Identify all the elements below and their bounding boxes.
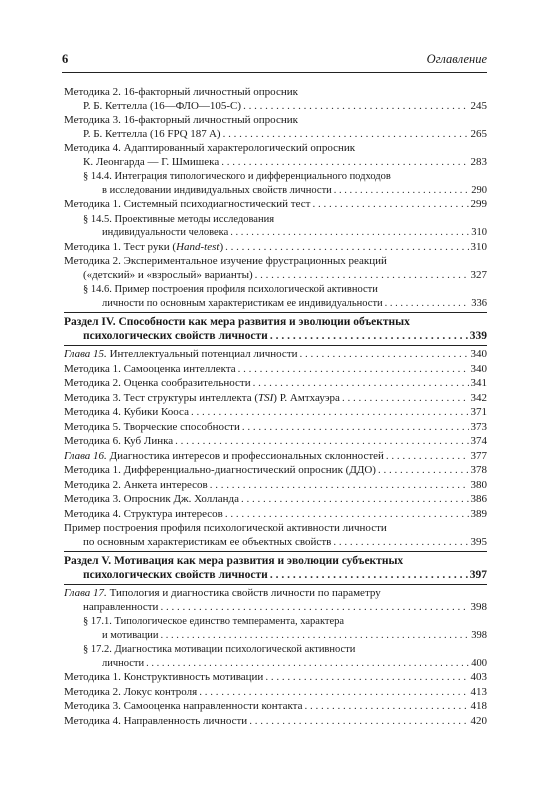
toc-entry-text: Методика 1. Конструктивность мотивации: [64, 671, 264, 683]
dot-leader: [385, 297, 470, 311]
toc-entry-text: Методика 2. Оценка сообразительности: [64, 377, 251, 389]
toc-entry: [64, 686, 487, 700]
dot-leader: [243, 100, 468, 114]
dot-leader: [333, 536, 468, 550]
header-rule: [62, 72, 487, 73]
toc-entry-text: Р. Б. Кеттелла (16 FPQ 187 A): [83, 127, 221, 140]
dot-leader: [378, 464, 469, 478]
toc-entry-text: Методика 2. Локус контроля: [64, 685, 198, 698]
toc-page-number: 336: [471, 297, 487, 309]
toc-entry-text: Методика 3. 16-факторный личностный опросник: [64, 114, 298, 126]
toc-entry: [64, 643, 487, 670]
toc-entry: [64, 615, 487, 642]
toc-entry: [64, 522, 487, 549]
toc-entry: [64, 170, 487, 197]
toc-entry: [64, 241, 487, 255]
dot-leader: [146, 657, 469, 671]
toc-entry-text: («детский» и «взрослый» варианты): [83, 268, 253, 281]
toc-entry-text: § 14.5. Проективные методы исследования: [83, 213, 275, 225]
dot-leader: [249, 715, 468, 729]
page-number: 6: [62, 52, 69, 66]
toc-page-number: 310: [470, 240, 487, 253]
dot-leader: [342, 392, 469, 406]
toc-page-number: 340: [470, 348, 487, 360]
toc-entry-text: Пример построения профиля психологической активности личности: [64, 522, 387, 534]
toc-entry-text: § 14.6. Пример построения профиля психологической активности: [83, 284, 378, 295]
dot-leader: [270, 568, 468, 582]
toc-entry: [64, 587, 487, 614]
toc-entry-text: § 14.4. Интеграция типологического и дифференциального подходов: [83, 171, 391, 182]
toc-page-number: 327: [470, 268, 487, 281]
toc-entry: [64, 198, 487, 212]
toc-page-number: 400: [471, 657, 487, 669]
toc-entry: [64, 700, 487, 714]
toc-entry-text: Методика 6. Куб Линка: [64, 435, 174, 447]
dot-leader: [221, 156, 468, 170]
toc-entry: [64, 493, 487, 507]
dot-leader: [253, 377, 469, 391]
toc-entry-text: Методика 2. 16-факторный личностный опросник: [64, 86, 298, 98]
toc-entry-text: в исследовании индивидуальных свойств личности: [102, 184, 332, 196]
toc-entry: [64, 348, 487, 362]
toc-entry: [64, 435, 487, 449]
dot-leader: [241, 493, 469, 507]
toc-entry-text: Методика 2. Анкета интересов: [64, 478, 208, 491]
toc-entry-text: Методика 1. Системный психодиагностический тест: [64, 198, 311, 210]
toc-entry: [64, 508, 487, 522]
toc-entry-text: Методика 4. Направленность личности: [64, 714, 248, 727]
toc-entry: [64, 450, 487, 464]
toc-entry: [64, 312, 487, 346]
toc-entry: [64, 392, 487, 406]
toc-entry: [64, 421, 487, 435]
toc-page-number: 339: [469, 330, 487, 342]
toc-entry-text: Глава 16. Диагностика интересов и профессиональных склонностей: [64, 449, 384, 462]
toc-entry: [64, 715, 487, 729]
toc-entry-text: личности по основным характеристикам ее индивидуальности: [102, 297, 383, 309]
toc-entry-text: Методика 3. Самооценка направленности контакта: [64, 700, 303, 712]
toc-entry: [64, 142, 487, 169]
toc-page-number: 290: [471, 184, 487, 196]
toc-entry: [64, 86, 487, 113]
dot-leader: [300, 348, 469, 362]
toc-page-number: 342: [470, 391, 487, 404]
toc-entry-text: Методика 3. Тест структуры интеллекта (TSI) Р. Амтхауэра: [64, 391, 340, 404]
toc-entry: [64, 406, 487, 420]
toc-page-number: 420: [470, 714, 487, 727]
toc-page-number: 340: [470, 362, 487, 375]
toc-entry-text: по основным характеристикам ее объектных свойств: [83, 535, 332, 548]
toc-entry-text: Глава 15. Интеллектуальный потенциал личности: [64, 348, 298, 360]
toc-page-number: 245: [470, 99, 487, 112]
toc-entry-text: Раздел V. Мотивация как мера развития и эволюции субъектных: [64, 555, 404, 567]
dot-leader: [230, 226, 469, 240]
toc-page-number: 386: [470, 493, 487, 505]
toc-page-number: 265: [470, 127, 487, 140]
dot-leader: [255, 269, 469, 283]
toc-page-number: 403: [470, 671, 487, 683]
dot-leader: [225, 241, 468, 255]
dot-leader: [225, 508, 469, 522]
toc-entry-text: Глава 17. Типология и диагностика свойств личности по параметру: [64, 587, 381, 599]
toc-page-number: 398: [470, 600, 487, 613]
dot-leader: [238, 363, 469, 377]
toc-entry: [64, 551, 487, 585]
toc-entry-text: психологических свойств личности: [83, 330, 268, 342]
dot-leader: [161, 629, 470, 643]
toc-entry-text: Р. Б. Кеттелла (16—ФЛО—105-С): [83, 99, 242, 112]
toc-entry-text: психологических свойств личности: [83, 569, 268, 581]
toc-page-number: 299: [470, 198, 487, 210]
toc-page-number: 310: [471, 227, 487, 238]
toc-page-number: 341: [470, 377, 487, 389]
dot-leader: [270, 329, 468, 343]
toc-entry: [64, 213, 487, 240]
toc-entry-text: Методика 1. Самооценка интеллекта: [64, 362, 236, 375]
toc-page-number: 397: [469, 569, 487, 581]
toc-entry: [64, 283, 487, 310]
toc-page-number: 395: [470, 535, 487, 548]
toc-entry-text: § 17.2. Диагностика мотивации психологической активности: [83, 644, 356, 655]
table-of-contents: [64, 85, 487, 728]
toc-entry-text: Методика 4. Адаптированный характерологический опросник: [64, 142, 356, 154]
toc-entry-text: индивидуальности человека: [102, 227, 229, 238]
toc-page-number: 413: [470, 685, 487, 698]
toc-entry-text: и мотивации: [102, 629, 159, 641]
dot-leader: [175, 435, 468, 449]
toc-page-number: 380: [470, 478, 487, 491]
dot-leader: [312, 198, 468, 212]
dot-leader: [305, 700, 469, 714]
toc-entry: [64, 377, 487, 391]
running-title: Оглавление: [426, 52, 487, 66]
dot-leader: [210, 479, 469, 493]
toc-entry-text: К. Леонгарда — Г. Шмишека: [83, 155, 220, 168]
toc-entry: [64, 464, 487, 478]
toc-entry-text: Методика 4. Структура интересов: [64, 507, 223, 520]
toc-page-number: 398: [471, 629, 487, 641]
dot-leader: [386, 450, 469, 464]
toc-entry-text: Методика 4. Кубики Кооса: [64, 406, 189, 418]
toc-entry-text: личности: [102, 657, 145, 669]
dot-leader: [191, 406, 469, 420]
toc-entry: [64, 479, 487, 493]
dot-leader: [223, 128, 469, 142]
toc-entry-text: Методика 1. Тест руки (Hand-test): [64, 240, 224, 253]
toc-page-number: 373: [470, 420, 487, 433]
toc-page-number: 389: [470, 507, 487, 520]
toc-page-number: 371: [470, 406, 487, 418]
toc-entry-text: Методика 1. Дифференциально-диагностический опросник (ДДО): [64, 464, 376, 476]
dot-leader: [334, 184, 469, 198]
dot-leader: [199, 686, 468, 700]
toc-page-number: 378: [470, 464, 487, 476]
toc-entry-text: § 17.1. Типологическое единство темперамента, характера: [83, 616, 345, 627]
dot-leader: [265, 671, 468, 685]
toc-entry-text: направленности: [83, 600, 159, 613]
toc-page-number: 418: [470, 700, 487, 712]
toc-entry: [64, 114, 487, 141]
toc-page-number: 283: [470, 155, 487, 168]
toc-entry-text: Методика 3. Опросник Дж. Холланда: [64, 493, 239, 505]
toc-entry: [64, 671, 487, 685]
dot-leader: [242, 421, 469, 435]
toc-page-number: 377: [470, 449, 487, 462]
dot-leader: [160, 601, 468, 615]
toc-page-number: 374: [470, 435, 487, 447]
toc-entry: [64, 255, 487, 282]
toc-entry-text: Методика 5. Творческие способности: [64, 420, 240, 433]
page-header: [62, 52, 487, 72]
toc-entry-text: Методика 2. Экспериментальное изучение фрустрационных реакций: [64, 255, 387, 267]
toc-entry-text: Раздел IV. Способности как мера развития и эволюции объектных: [64, 316, 410, 328]
toc-entry: [64, 363, 487, 377]
